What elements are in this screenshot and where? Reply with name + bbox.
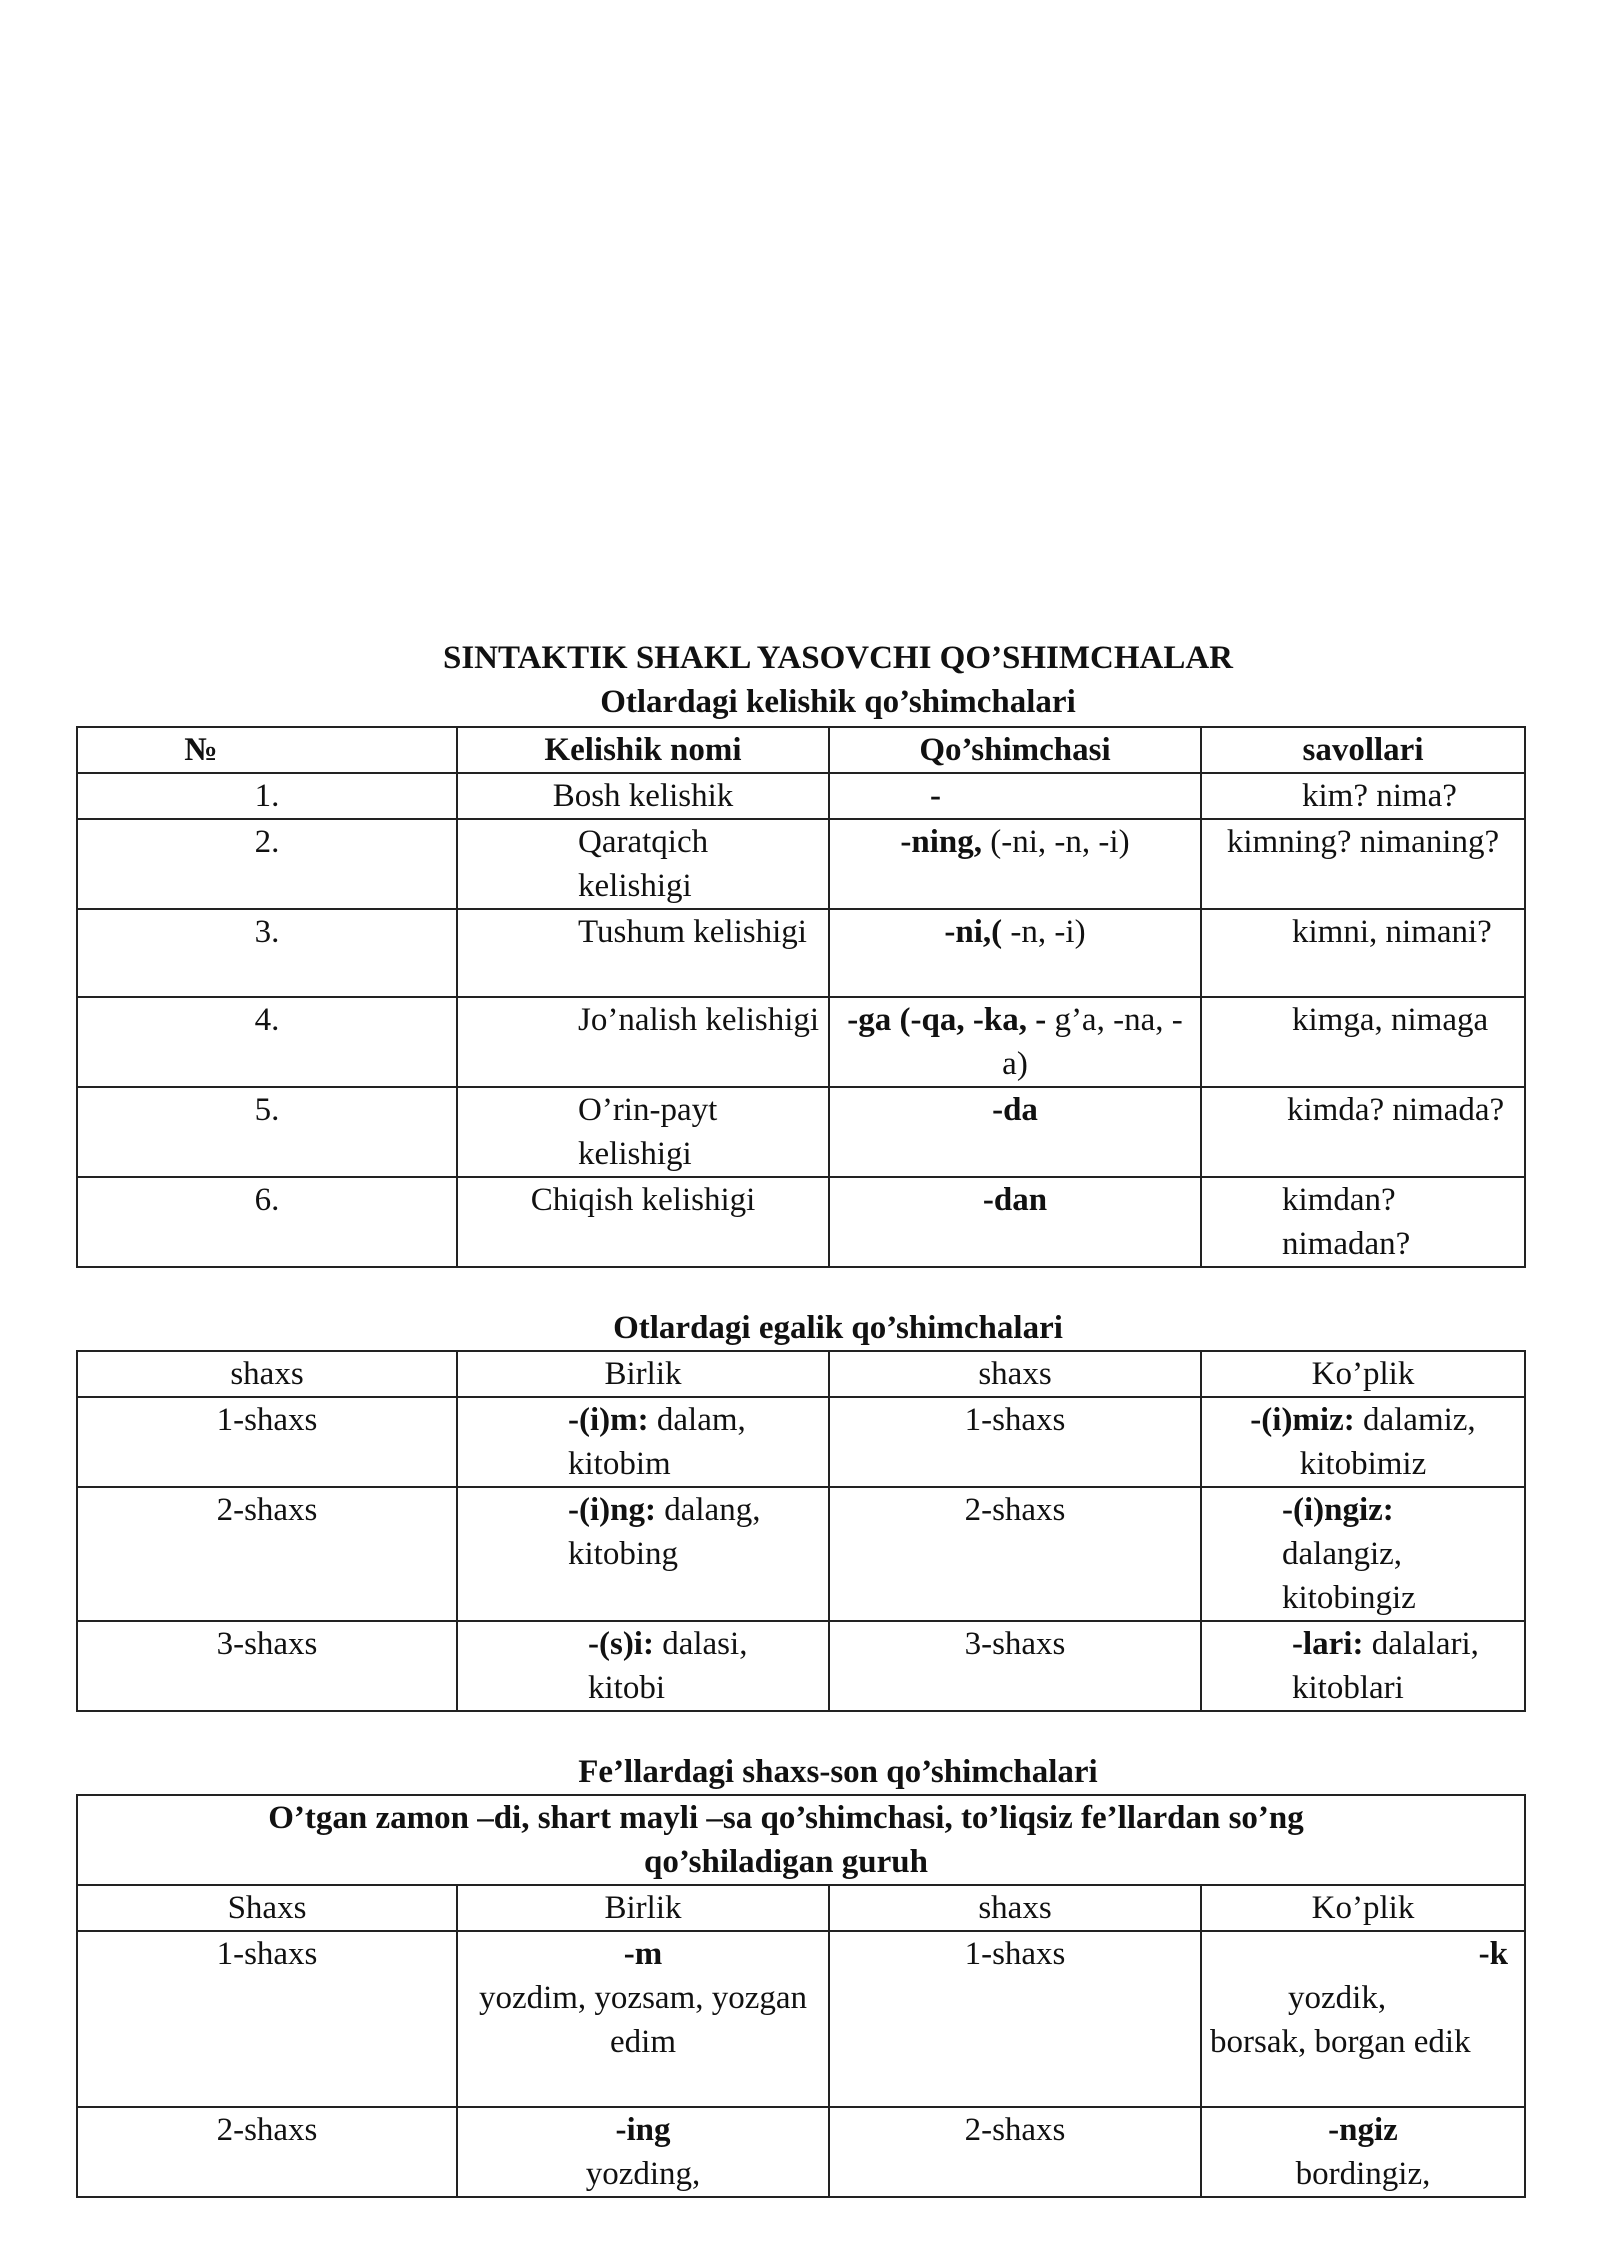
row-number: 4. bbox=[77, 997, 457, 1087]
header-suffix: Qo’shimchasi bbox=[829, 727, 1201, 773]
section2-title: Otlardagi egalik qo’shimchalari bbox=[613, 1310, 1063, 1346]
singular-suffix: -ing yozding, bbox=[457, 2107, 829, 2197]
table-row bbox=[77, 1487, 1525, 1621]
table-row bbox=[77, 997, 1525, 1087]
person-label: 3-shaxs bbox=[77, 1621, 457, 1711]
singular-suffix: -(i)m: dalam, kitobim bbox=[457, 1397, 829, 1487]
plural-suffix: -k yozdik, borsak, borgan edik bbox=[1201, 1931, 1525, 2107]
singular-suffix: -m yozdim, yozsam, yozgan edim bbox=[457, 1931, 829, 2107]
header-person: shaxs bbox=[829, 1885, 1201, 1931]
plural-suffix: -lari: dalalari, kitoblari bbox=[1201, 1621, 1525, 1711]
person-label: 2-shaxs bbox=[77, 1487, 457, 1621]
table-header-row bbox=[77, 1885, 1525, 1931]
table-row bbox=[77, 1931, 1525, 2107]
row-number: 3. bbox=[77, 909, 457, 997]
row-number: 1. bbox=[77, 773, 457, 819]
person-label: 1-shaxs bbox=[77, 1397, 457, 1487]
row-number: 5. bbox=[77, 1087, 457, 1177]
table-row bbox=[77, 909, 1525, 997]
table-row bbox=[77, 1397, 1525, 1487]
case-suffix: - bbox=[829, 773, 1201, 819]
header-singular: Birlik bbox=[457, 1351, 829, 1397]
case-suffix: -ga (-qa, -ka, - g’a, -na, -a) bbox=[829, 997, 1201, 1087]
person-number-suffix-table bbox=[76, 1794, 1526, 2198]
person-label: 1-shaxs bbox=[829, 1931, 1201, 2107]
header-person: shaxs bbox=[77, 1351, 457, 1397]
case-questions: kimga, nimaga bbox=[1201, 997, 1525, 1087]
header-case-name: Kelishik nomi bbox=[457, 727, 829, 773]
case-name: Qaratqich kelishigi bbox=[457, 819, 829, 909]
header-plural: Ko’plik bbox=[1201, 1885, 1525, 1931]
case-name: O’rin-payt kelishigi bbox=[457, 1087, 829, 1177]
case-suffix: -dan bbox=[829, 1177, 1201, 1267]
header-plural: Ko’plik bbox=[1201, 1351, 1525, 1397]
case-questions: kimda? nimada? bbox=[1201, 1087, 1525, 1177]
case-suffix: -ning, (-ni, -n, -i) bbox=[829, 819, 1201, 909]
header-singular: Birlik bbox=[457, 1885, 829, 1931]
table-group-row bbox=[77, 1795, 1525, 1885]
case-name: Chiqish kelishigi bbox=[457, 1177, 829, 1267]
case-suffix-table bbox=[76, 726, 1526, 1268]
case-name: Jo’nalish kelishigi bbox=[457, 997, 829, 1087]
table-row bbox=[77, 773, 1525, 819]
header-person: Shaxs bbox=[77, 1885, 457, 1931]
row-number: 6. bbox=[77, 1177, 457, 1267]
header-number: № bbox=[77, 727, 457, 773]
section1-title: Otlardagi kelishik qo’shimchalari bbox=[600, 684, 1076, 720]
case-questions: kimning? nimaning? bbox=[1201, 819, 1525, 909]
case-questions: kimni, nimani? bbox=[1201, 909, 1525, 997]
person-label: 2-shaxs bbox=[77, 2107, 457, 2197]
table-row bbox=[77, 819, 1525, 909]
case-questions: kimdan? nimadan? bbox=[1201, 1177, 1525, 1267]
table-header-row bbox=[77, 727, 1525, 773]
table-row bbox=[77, 1177, 1525, 1267]
possessive-suffix-table bbox=[76, 1350, 1526, 1712]
plural-suffix: -(i)miz: dalamiz, kitobimiz bbox=[1201, 1397, 1525, 1487]
singular-suffix: -(s)i: dalasi, kitobi bbox=[457, 1621, 829, 1711]
group-caption: O’tgan zamon –di, shart mayli –sa qo’shimchasi, to’liqsiz fe’llardan so’ng qo’shiladigan guruh bbox=[77, 1795, 1525, 1885]
case-name: Bosh kelishik bbox=[457, 773, 829, 819]
singular-suffix: -(i)ng: dalang, kitobing bbox=[457, 1487, 829, 1621]
case-suffix: -da bbox=[829, 1087, 1201, 1177]
main-heading: SINTAKTIK SHAKL YASOVCHI QO’SHIMCHALAR bbox=[442, 640, 1234, 676]
plural-suffix: -ngiz bordingiz, bbox=[1201, 2107, 1525, 2197]
person-label: 2-shaxs bbox=[829, 2107, 1201, 2197]
case-questions: kim? nima? bbox=[1201, 773, 1525, 819]
table-row bbox=[77, 1621, 1525, 1711]
case-suffix: -ni,( -n, -i) bbox=[829, 909, 1201, 997]
case-name: Tushum kelishigi bbox=[457, 909, 829, 997]
person-label: 2-shaxs bbox=[829, 1487, 1201, 1621]
table-row bbox=[77, 2107, 1525, 2197]
section3-title: Fe’llardagi shaxs-son qo’shimchalari bbox=[578, 1754, 1098, 1790]
table-header-row bbox=[77, 1351, 1525, 1397]
plural-suffix: -(i)ngiz: dalangiz, kitobingiz bbox=[1201, 1487, 1525, 1621]
person-label: 1-shaxs bbox=[77, 1931, 457, 2107]
person-label: 1-shaxs bbox=[829, 1397, 1201, 1487]
header-person: shaxs bbox=[829, 1351, 1201, 1397]
table-row bbox=[77, 1087, 1525, 1177]
header-questions: savollari bbox=[1201, 727, 1525, 773]
row-number: 2. bbox=[77, 819, 457, 909]
person-label: 3-shaxs bbox=[829, 1621, 1201, 1711]
